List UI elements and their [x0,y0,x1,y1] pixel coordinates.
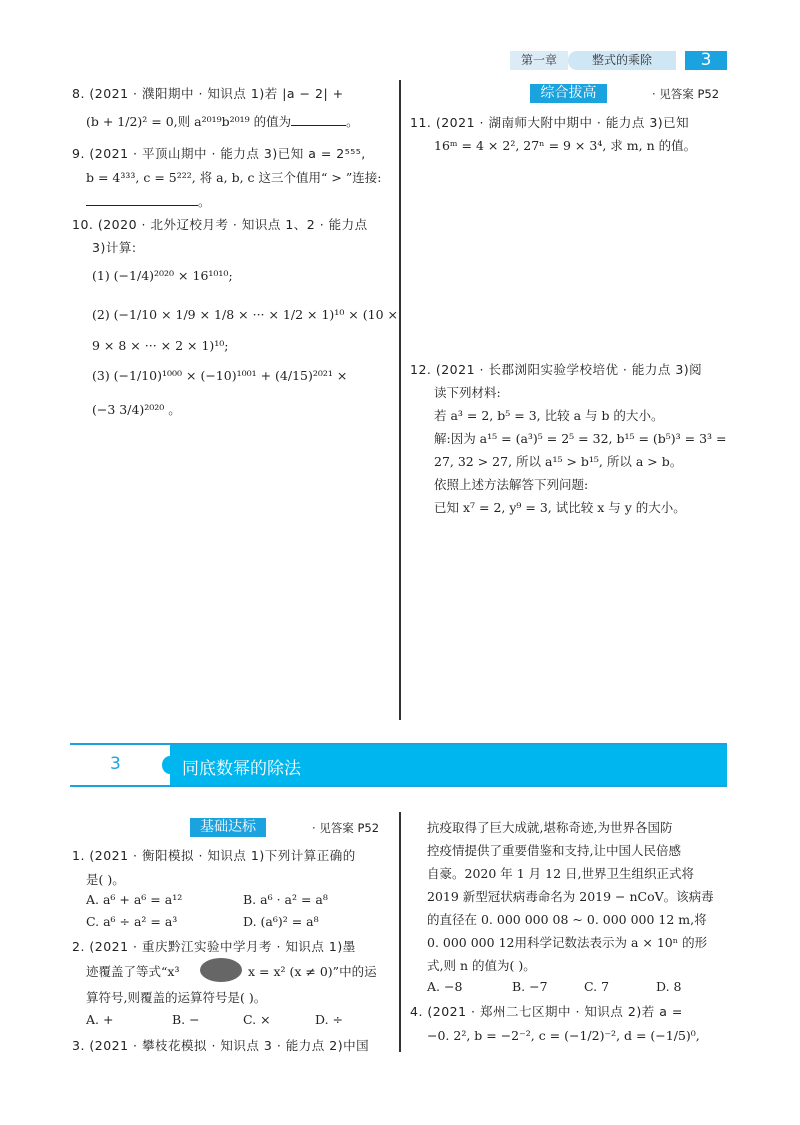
question-8-body [86,112,359,130]
question-11-text: 16ᵐ = 4 × 2², 27ⁿ = 9 × 3⁴, 求 m, n 的值。 [434,138,697,153]
option-d[interactable]: D. 8 [656,979,682,994]
question-10-part-1: (1) (−1/4)²⁰²⁰ × 16¹⁰¹⁰; [92,268,233,283]
option-c[interactable]: C. 7 [584,979,610,994]
answer-blank[interactable] [291,113,346,126]
column-divider-bottom [399,812,401,1052]
question-12-line: 27, 32 > 27, 所以 a¹⁵ > b¹⁵, 所以 a > b。 [434,454,683,469]
question-2-text-c: 算符号,则覆盖的运算符号是( )。 [86,990,267,1005]
question-2-text-a: 迹覆盖了等式“x³ [86,964,180,979]
question-12-line: 解:因为 a¹⁵ = (a³)⁵ = 2⁵ = 32, b¹⁵ = (b⁵)³ = 3³ = [434,431,727,446]
question-10-head: 10. (2020 · 北外辽校月考 · 知识点 1、2 · 能力点 [72,217,368,232]
option-c[interactable]: C. × [243,1012,271,1027]
section-header [70,743,727,787]
question-12-line: 若 a³ = 2, b⁵ = 3, 比较 a 与 b 的大小。 [434,408,664,423]
answer-blank[interactable] [86,193,198,206]
option-c[interactable]: C. a⁶ ÷ a² = a³ [86,914,178,929]
question-12-line: 已知 x⁷ = 2, y⁹ = 3, 试比较 x 与 y 的大小。 [434,500,686,515]
question-9-text: b = 4³³³, c = 5²²², 将 a, b, c 这三个值用“ > ”连接: [86,170,382,185]
answer-reference[interactable]: · 见答案 P52 [652,87,720,101]
question-3-line: 控疫情提供了重要借鉴和支持,让中国人民倍感 [427,843,681,858]
tab-notch [162,756,178,774]
question-2-text-b: x = x² (x ≠ 0)”中的运 [248,964,377,979]
question-12-line: 读下列材料: [434,385,501,400]
option-a[interactable]: A. −8 [427,979,463,994]
column-divider-top [399,80,401,720]
question-10-head-cont: 3)计算: [92,240,137,255]
question-8-head: 8. (2021 · 濮阳期中 · 知识点 1)若 |a − 2| + [72,86,344,101]
chapter-title: 整式的乘除 [568,51,676,70]
section-title: 同底数幂的除法 [182,759,301,779]
question-1-head: 1. (2021 · 衡阳模拟 · 知识点 1)下列计算正确的 [72,848,356,863]
option-a[interactable]: A. a⁶ + a⁶ = a¹² [86,892,183,907]
question-12-line: 依照上述方法解答下列问题: [434,477,589,492]
ink-blot [200,958,242,982]
question-1-text: 是( )。 [86,872,125,887]
question-9-answer [86,192,211,210]
question-3-line: 自豪。2020 年 1 月 12 日,世界卫生组织正式将 [427,866,695,881]
section-title-bar [170,745,727,785]
section-badge-basic: 基础达标 [190,818,266,837]
question-9-end: 。 [198,194,211,209]
section-badge-comprehensive: 综合拔高 [530,84,607,103]
question-10-part-3a: (3) (−1/10)¹⁰⁰⁰ × (−10)¹⁰⁰¹ + (4/15)²⁰²¹ × [92,368,348,383]
question-10-part-2b: 9 × 8 × ··· × 2 × 1)¹⁰; [92,338,229,353]
question-12-head: 12. (2021 · 长郡浏阳实验学校培优 · 能力点 3)阅 [410,362,703,377]
question-4-text: −0. 2², b = −2⁻², c = (−1/2)⁻², d = (−1/5)⁰, [427,1028,700,1043]
question-3-line: 抗疫取得了巨大成就,堪称奇迹,为世界各国防 [427,820,673,835]
option-b[interactable]: B. − [172,1012,200,1027]
page-number: 3 [685,51,727,70]
question-8-end: 。 [346,114,359,129]
question-3-line: 2019 新型冠状病毒命名为 2019 − nCoV。该病毒 [427,889,714,904]
chapter-label: 第一章 [510,51,568,70]
question-10-part-2a: (2) (−1/10 × 1/9 × 1/8 × ··· × 1/2 × 1)¹⁰ × (10 × [92,307,398,322]
question-10-part-3b: (−3 3/4)²⁰²⁰ 。 [92,402,181,417]
section-number: 3 [110,754,121,774]
question-3-head: 3. (2021 · 攀枝花模拟 · 知识点 3 · 能力点 2)中国 [72,1038,370,1053]
question-9-head: 9. (2021 · 平顶山期中 · 能力点 3)已知 a = 2⁵⁵⁵, [72,146,366,161]
option-d[interactable]: D. (a⁶)² = a⁸ [243,914,319,929]
option-d[interactable]: D. ÷ [315,1012,343,1027]
answer-reference[interactable]: · 见答案 P52 [312,821,380,835]
option-b[interactable]: B. −7 [512,979,548,994]
question-3-line: 0. 000 000 12用科学记数法表示为 a × 10ⁿ 的形 [427,935,708,950]
question-4-head: 4. (2021 · 郑州二七区期中 · 知识点 2)若 a = [410,1004,683,1019]
question-8-text: (b + 1/2)² = 0,则 a²⁰¹⁹b²⁰¹⁹ 的值为 [86,114,292,129]
option-b[interactable]: B. a⁶ · a² = a⁸ [243,892,328,907]
option-a[interactable]: A. + [86,1012,114,1027]
question-11-head: 11. (2021 · 湖南师大附中期中 · 能力点 3)已知 [410,115,690,130]
question-3-line: 的直径在 0. 000 000 08 ~ 0. 000 000 12 m,将 [427,912,707,927]
question-2-head: 2. (2021 · 重庆黔江实验中学月考 · 知识点 1)墨 [72,939,356,954]
question-3-line: 式,则 n 的值为( )。 [427,958,536,973]
